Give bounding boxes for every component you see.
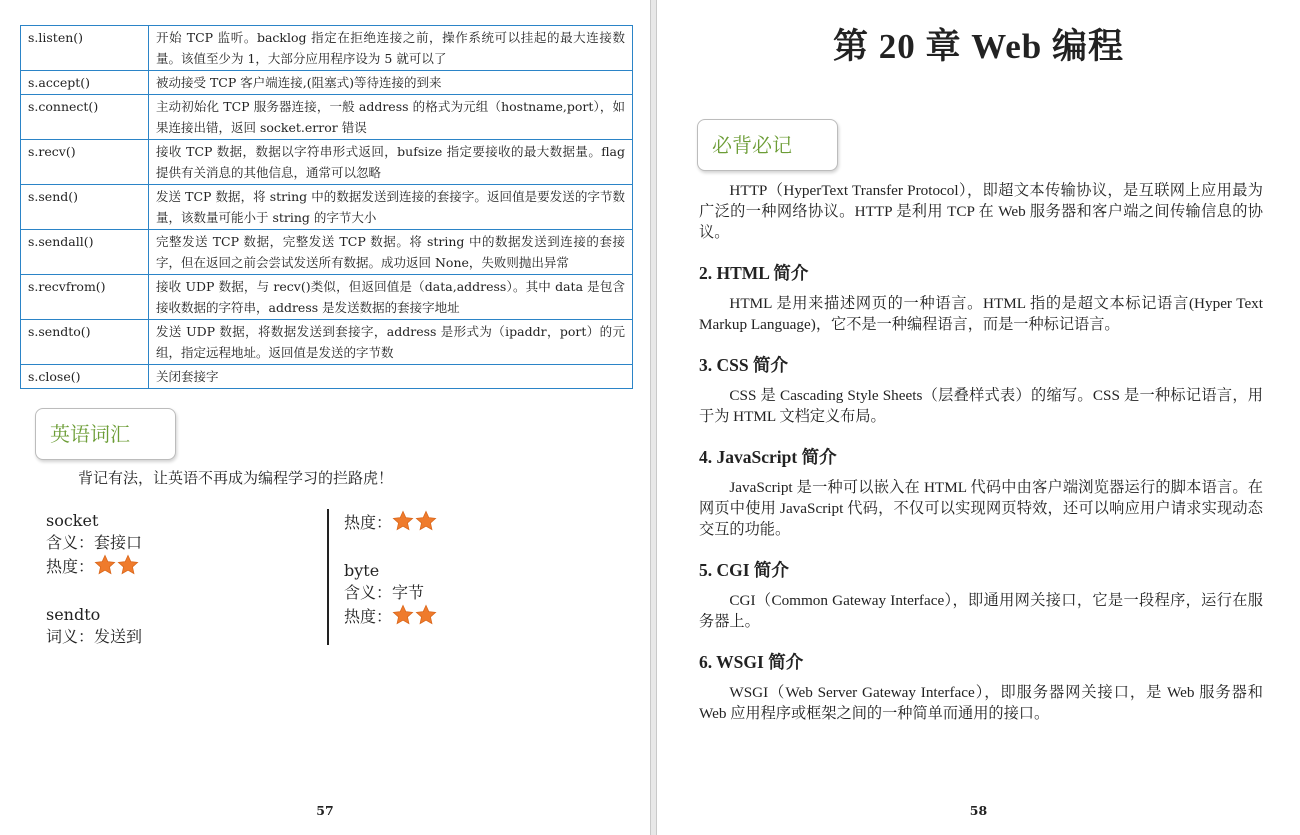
method-name: s.recv()	[21, 140, 149, 185]
vocab-heat-label: 热度：	[344, 607, 393, 626]
socket-methods-table	[20, 25, 633, 389]
method-name: s.listen()	[21, 26, 149, 71]
section-text-wsgi: WSGI（Web Server Gateway Interface），即服务器网关接口，是 Web 服务器和 Web 应用程序或框架之间的一种简单而通用的接口。	[699, 684, 1263, 722]
method-name: s.connect()	[21, 95, 149, 140]
method-name: s.recvfrom()	[21, 275, 149, 320]
star-icon	[392, 510, 414, 532]
vocab-heat-row	[344, 604, 438, 632]
method-name: s.sendall()	[21, 230, 149, 275]
table-row	[21, 320, 633, 365]
vocab-heat-row	[344, 510, 438, 538]
method-desc: 发送 UDP 数据，将数据发送到套接字，address 是形式为（ipaddr，port）的元组，指定远程地址。返回值是发送的字节数	[149, 320, 633, 365]
method-desc: 开始 TCP 监听。backlog 指定在拒绝连接之前，操作系统可以挂起的最大连接数量。该值至少为 1，大部分应用程序设为 5 就可以了	[149, 26, 633, 71]
table-row	[21, 230, 633, 275]
star-icon	[415, 510, 437, 532]
method-name: s.close()	[21, 365, 149, 389]
heat-stars	[94, 554, 140, 582]
vocab-section-tab: 英语词汇	[35, 408, 176, 460]
vocab-column-2	[344, 510, 438, 632]
method-desc: 被动接受 TCP 客户端连接,(阻塞式)等待连接的到来	[149, 71, 633, 95]
method-name: s.accept()	[21, 71, 149, 95]
vocab-word-byte: byte	[344, 561, 380, 580]
star-icon	[392, 604, 414, 626]
star-icon	[94, 554, 116, 576]
heat-stars	[392, 510, 438, 538]
table-row	[21, 26, 633, 71]
table-row	[21, 95, 633, 140]
vocab-meaning: 词义：发送到	[46, 627, 143, 646]
section-text-javascript: JavaScript 是一种可以嵌入在 HTML 代码中由客户端浏览器运行的脚本语言。在网页中使用 JavaScript 代码，不仅可以实现网页特效，还可以响应用户请求实现动态交互的功能。	[699, 479, 1263, 538]
chapter-content	[699, 180, 1263, 724]
vocab-word-sendto: sendto	[46, 605, 101, 624]
method-desc: 接收 UDP 数据，与 recv()类似，但返回值是（data,address）。其中 data 是包含接收数据的字符串，address 是发送数据的套接字地址	[149, 275, 633, 320]
table-row	[21, 71, 633, 95]
star-icon	[117, 554, 139, 576]
right-page	[656, 0, 1300, 835]
method-desc: 接收 TCP 数据，数据以字符串形式返回，bufsize 指定要接收的最大数据量。flag 提供有关消息的其他信息，通常可以忽略	[149, 140, 633, 185]
chapter-title: 第 20 章 Web 编程	[832, 27, 1125, 66]
method-desc: 主动初始化 TCP 服务器连接，一般 address 的格式为元组（hostname,port），如果连接出错，返回 socket.error 错误	[149, 95, 633, 140]
table-row	[21, 140, 633, 185]
method-name: s.sendto()	[21, 320, 149, 365]
vocab-column-divider	[327, 509, 329, 645]
method-desc: 完整发送 TCP 数据，完整发送 TCP 数据。将 string 中的数据发送到连接的套接字，但在返回之前会尝试发送所有数据。成功返回 None，失败则抛出异常	[149, 230, 633, 275]
vocab-word-socket: socket	[46, 511, 99, 530]
star-icon	[415, 604, 437, 626]
method-desc: 关闭套接字	[149, 365, 633, 389]
must-remember-tab: 必背必记	[697, 119, 838, 171]
heat-stars	[392, 604, 438, 632]
section-heading-cgi: 5. CGI 简介	[699, 560, 789, 580]
table-row	[21, 275, 633, 320]
section-heading-css: 3. CSS 简介	[699, 355, 788, 375]
vocab-meaning: 含义：套接口	[46, 533, 143, 552]
vocab-heat-label: 热度：	[344, 513, 393, 532]
vocab-intro: 背记有法，让英语不再成为编程学习的拦路虎！	[78, 469, 394, 487]
table-row	[21, 185, 633, 230]
page-number: 58	[969, 803, 988, 818]
vocab-column-1	[46, 510, 142, 648]
page-number: 57	[316, 803, 334, 818]
section-heading-wsgi: 6. WSGI 简介	[699, 652, 804, 672]
vocab-heat-row	[46, 554, 142, 582]
section-text-html: HTML 是用来描述网页的一种语言。HTML 指的是超文本标记语言(Hyper Text Markup Language)，它不是一种编程语言，而是一种标记语言。	[699, 295, 1263, 333]
section-heading-html: 2. HTML 简介	[699, 263, 809, 283]
vocab-heat-label: 热度：	[46, 557, 95, 576]
vocab-meaning: 含义：字节	[344, 583, 425, 602]
table-row	[21, 365, 633, 389]
intro-paragraph: HTTP（HyperText Transfer Protocol），即超文本传输协议，是互联网上应用最为广泛的一种网络协议。HTTP 是利用 TCP 在 Web 服务器和客户端之间传输信息的协议。	[699, 182, 1263, 241]
section-text-css: CSS 是 Cascading Style Sheets（层叠样式表）的缩写。CSS 是一种标记语言，用于为 HTML 文档定义布局。	[699, 387, 1263, 425]
method-name: s.send()	[21, 185, 149, 230]
section-heading-javascript: 4. JavaScript 简介	[699, 447, 837, 467]
method-desc: 发送 TCP 数据，将 string 中的数据发送到连接的套接字。返回值是要发送的字节数量，该数量可能小于 string 的字节大小	[149, 185, 633, 230]
section-text-cgi: CGI（Common Gateway Interface），即通用网关接口，它是一段程序，运行在服务器上。	[699, 592, 1263, 630]
